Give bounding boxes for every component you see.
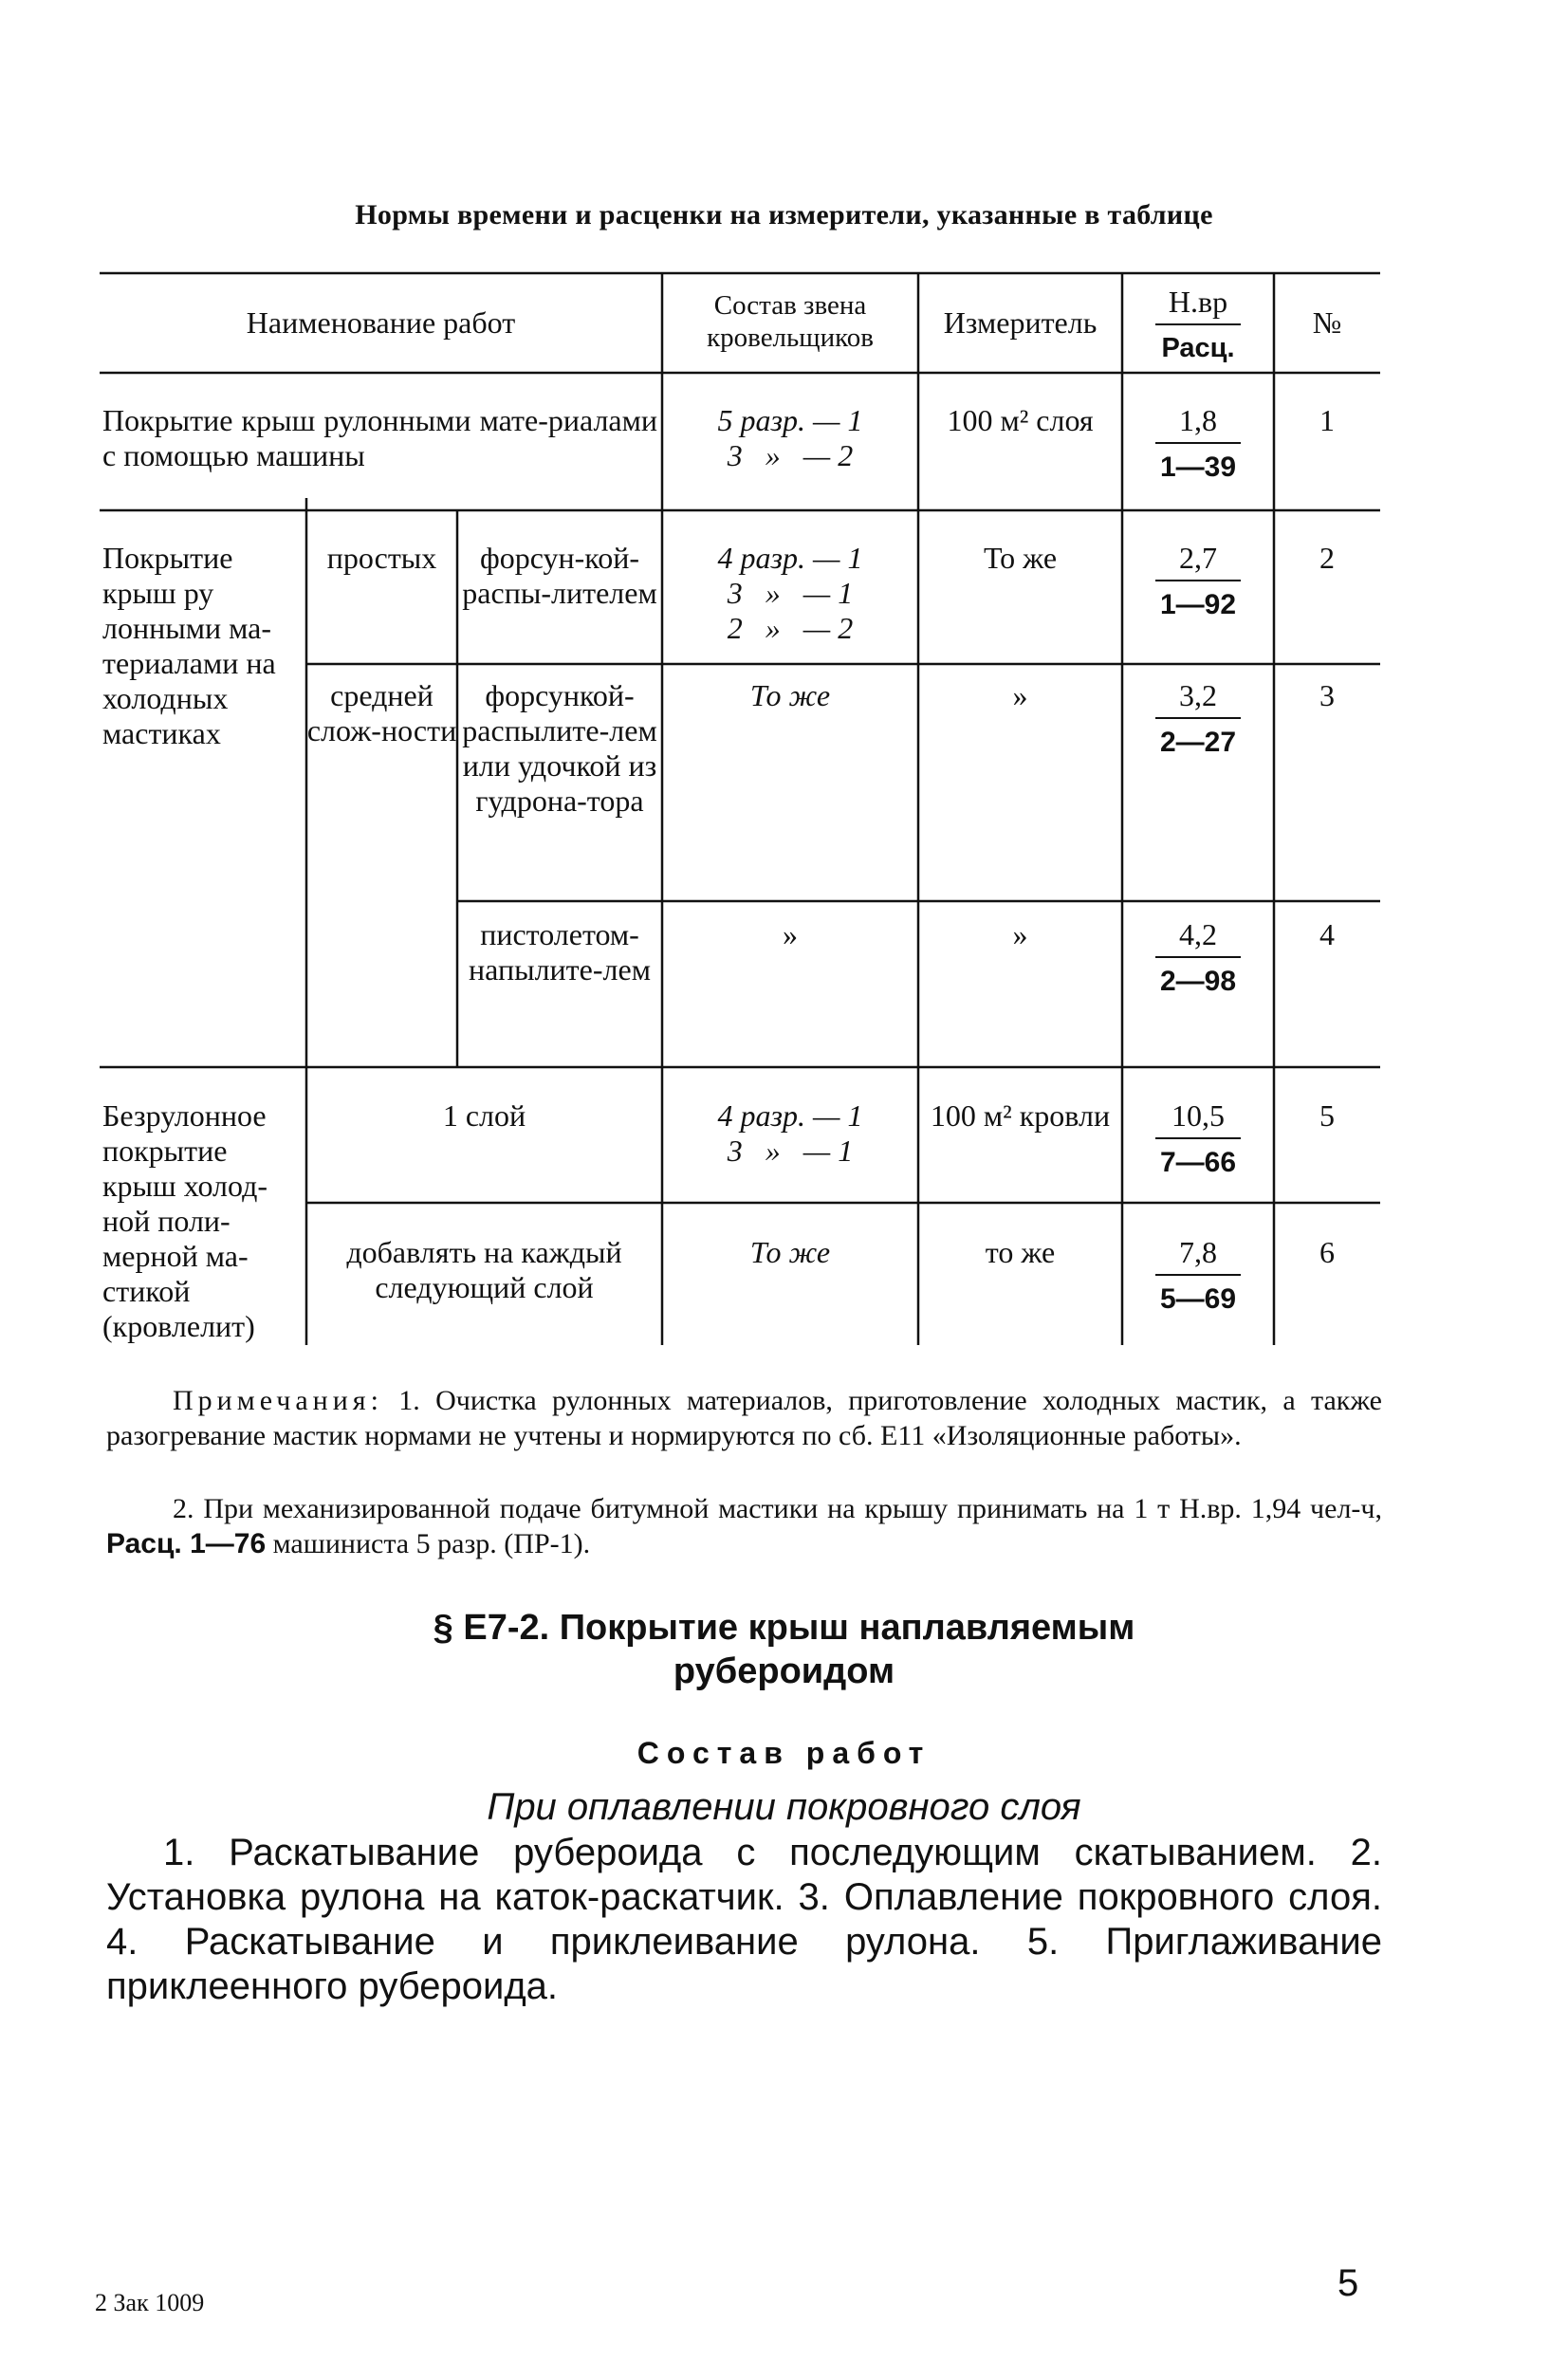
row6-norm xyxy=(1122,1235,1274,1317)
row6-norm-value: 7,8 xyxy=(1179,1235,1217,1269)
fraction-bar xyxy=(1155,1274,1241,1276)
row5-crew-line2: 3 » — 1 xyxy=(727,1134,854,1168)
row5-number: 5 xyxy=(1319,1098,1335,1133)
row3-method: форсункой-распылите-лем или удочкой из гудрона-тора xyxy=(462,678,657,818)
row2-unit: То же xyxy=(983,541,1058,575)
fraction-bar xyxy=(1155,580,1241,581)
row3-rate-value: 2—27 xyxy=(1159,727,1237,758)
note-2 xyxy=(106,1491,1382,1561)
header-crew: Состав звена кровельщиков xyxy=(707,290,874,353)
body-paragraph xyxy=(106,1831,1382,2009)
note-1-text: 1. Очистка рулонных материалов, приготовление холодных мастик, а также разогревание мастик нормами не учтены и нормируются по сб. Е11 «Изоляционные работы». xyxy=(106,1385,1383,1451)
table-title: Нормы времени и расценки на измерители, указанные в таблице xyxy=(355,199,1213,231)
section-heading xyxy=(95,1606,1473,1693)
row6-crew: То же xyxy=(749,1235,831,1269)
fraction-bar xyxy=(1155,717,1241,719)
note-2-text-end: машиниста 5 разр. (ПР-1). xyxy=(272,1528,591,1559)
row3-complexity: средней слож-ности xyxy=(306,678,457,747)
row2-number: 2 xyxy=(1319,541,1335,575)
row4-norm-value: 4,2 xyxy=(1179,917,1217,951)
row6-unit: то же xyxy=(985,1235,1056,1269)
composition-title: Состав работ xyxy=(636,1736,932,1770)
section-heading-line2: рубероидом xyxy=(673,1651,895,1691)
row2-crew-line3: 2 » — 2 xyxy=(727,611,854,645)
note-1 xyxy=(106,1383,1382,1453)
row6-number: 6 xyxy=(1319,1235,1335,1269)
footer-order-number: 2 Зак 1009 xyxy=(95,2289,205,2316)
row2-crew-line1: 4 разр. — 1 xyxy=(717,541,863,575)
subheading: При оплавлении покровного слоя xyxy=(487,1786,1081,1828)
row4-method: пистолетом-напылите-лем xyxy=(469,917,651,987)
row2-complexity: простых xyxy=(326,541,437,575)
row6-layer: добавлять на каждый следующий слой xyxy=(346,1235,622,1304)
page-number: 5 xyxy=(1337,2262,1359,2304)
row2-method: форсун-кой-распы-лителем xyxy=(462,541,657,610)
row3-unit: » xyxy=(1012,678,1028,712)
row2-norm-value: 2,7 xyxy=(1179,541,1217,575)
header-norm xyxy=(1122,285,1274,366)
fraction-bar xyxy=(1155,956,1241,958)
note-2-text-start: 2. При механизированной подаче битумной мастики на крышу принимать на 1 т Н.вр. 1,94 чел-ч, xyxy=(173,1493,1382,1524)
body-text: 1. Раскатывание рубероида с последующим скатыванием. 2. Установка рулона на каток-раскатчик. 3. Оплавление покровного слоя. 4. Раскатывание и приклеивание рулона. 5. Приглаживание приклеенного рубероида. xyxy=(106,1832,1382,2007)
row3-crew: То же xyxy=(749,678,831,712)
header-number: № xyxy=(1312,305,1342,340)
row2-rate-value: 1—92 xyxy=(1159,589,1237,620)
row1-norm xyxy=(1122,403,1274,485)
notes-label: Примечания: xyxy=(173,1385,383,1416)
row5-crew-line1: 4 разр. — 1 xyxy=(717,1098,863,1133)
row3-norm xyxy=(1122,678,1274,760)
row1-unit: 100 м² слоя xyxy=(947,403,1094,437)
group-polymer-mastic-label: Безрулонное покрытие крыш холод-ной поли-мерной ма-стикой (кровлелит) xyxy=(102,1098,268,1343)
fraction-bar xyxy=(1155,1137,1241,1139)
row5-crew xyxy=(662,1098,918,1169)
row5-norm xyxy=(1122,1098,1274,1180)
fraction-bar xyxy=(1155,323,1241,325)
row4-crew: » xyxy=(783,917,798,951)
header-norm-top: Н.вр xyxy=(1168,285,1228,319)
row6-rate-value: 5—69 xyxy=(1159,1283,1237,1315)
section-heading-line1: § Е7-2. Покрытие крыш наплавляемым xyxy=(433,1608,1135,1648)
row4-number: 4 xyxy=(1319,917,1335,951)
row1-crew xyxy=(662,403,918,473)
row5-rate-value: 7—66 xyxy=(1159,1147,1237,1178)
header-norm-bottom: Расц. xyxy=(1161,333,1235,363)
row4-unit: » xyxy=(1012,917,1028,951)
row2-norm xyxy=(1122,541,1274,622)
header-unit: Измеритель xyxy=(943,305,1098,340)
row5-norm-value: 10,5 xyxy=(1171,1098,1225,1133)
group-cold-mastic-label: Покрытие крыш ру лонными ма-териалами на холодных мастиках xyxy=(102,541,276,750)
fraction-bar xyxy=(1155,442,1241,444)
row3-norm-value: 3,2 xyxy=(1179,678,1217,712)
row2-crew xyxy=(662,541,918,646)
row1-number: 1 xyxy=(1319,403,1335,437)
row3-number: 3 xyxy=(1319,678,1335,712)
row1-crew-line2: 3 » — 2 xyxy=(727,438,854,472)
row2-crew-line2: 3 » — 1 xyxy=(727,576,854,610)
note-2-rate: Расц. 1—76 xyxy=(106,1528,267,1559)
row5-layer: 1 слой xyxy=(442,1098,526,1133)
row4-rate-value: 2—98 xyxy=(1159,966,1237,997)
row5-unit: 100 м² кровли xyxy=(930,1098,1111,1133)
row1-name: Покрытие крыш рулонными мате-риалами с помощью машины xyxy=(102,403,657,472)
row1-rate-value: 1—39 xyxy=(1159,452,1237,483)
row4-norm xyxy=(1122,917,1274,999)
row1-crew-line1: 5 разр. — 1 xyxy=(717,403,863,437)
row1-norm-value: 1,8 xyxy=(1179,403,1217,437)
header-name: Наименование работ xyxy=(246,305,516,340)
